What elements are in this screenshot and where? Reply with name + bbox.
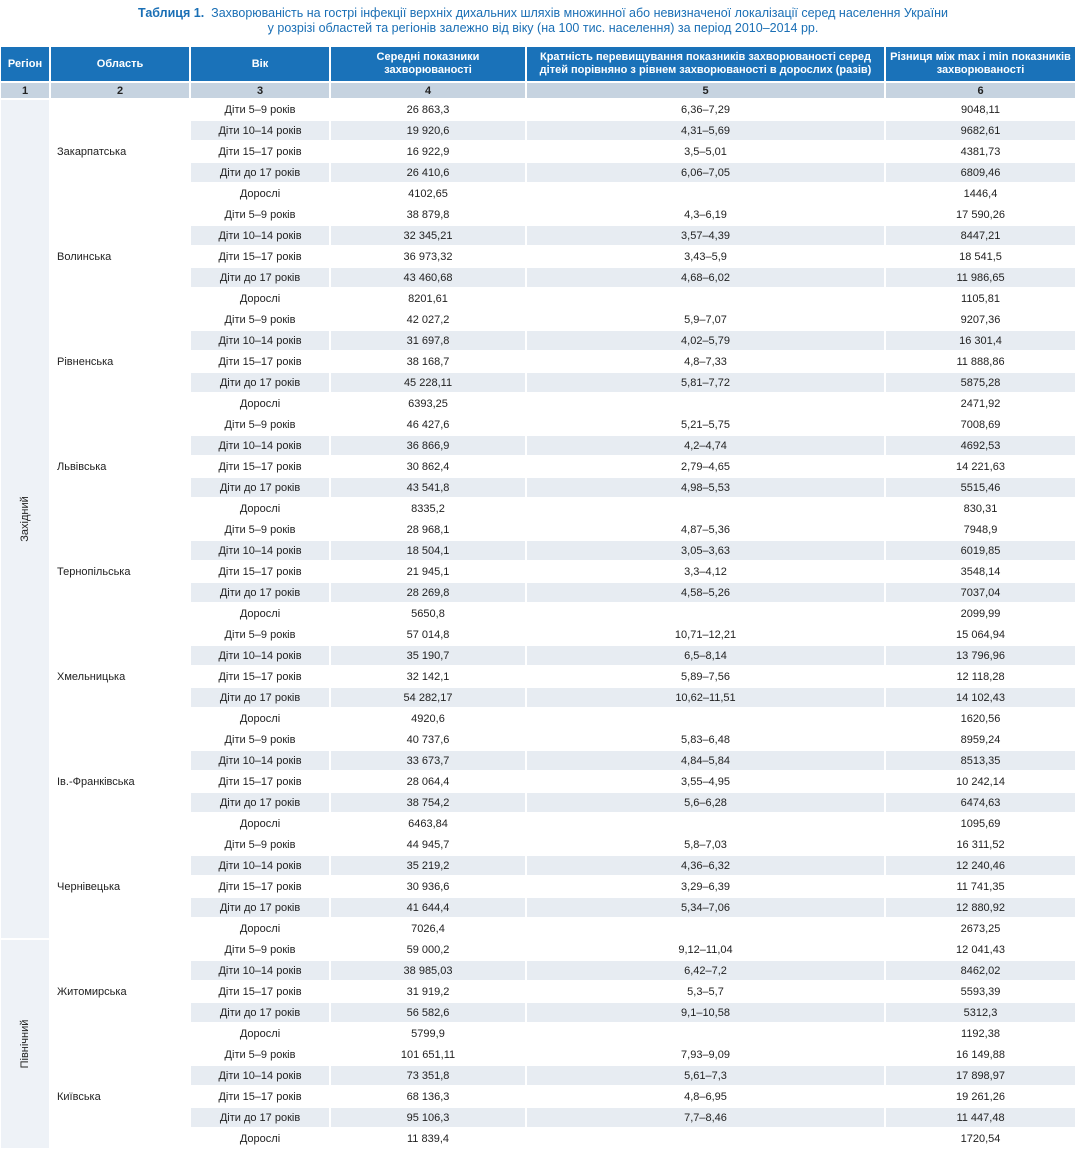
age-group-cell: Діти 10–14 років (191, 1066, 329, 1085)
table-row (1, 1045, 1075, 1064)
header-age: Вік (191, 47, 329, 81)
max-min-difference-cell: 12 240,46 (886, 856, 1075, 875)
table-row (1, 625, 1075, 644)
age-group-cell: Діти 10–14 років (191, 436, 329, 455)
table-row (1, 310, 1075, 329)
age-group-cell: Дорослі (191, 1024, 329, 1043)
age-group-cell: Діти 15–17 років (191, 142, 329, 161)
ratio-range-cell: 4,84–5,84 (527, 751, 884, 770)
age-group-cell: Дорослі (191, 814, 329, 833)
age-group-cell: Дорослі (191, 709, 329, 728)
max-min-difference-cell: 1105,81 (886, 289, 1075, 308)
ratio-range-cell (527, 919, 884, 938)
average-rate-cell: 32 345,21 (331, 226, 525, 245)
ratio-range-cell: 3,57–4,39 (527, 226, 884, 245)
column-number: 6 (886, 83, 1075, 98)
table-row (1, 835, 1075, 854)
table-row (1, 100, 1075, 119)
age-group-cell: Діти до 17 років (191, 373, 329, 392)
ratio-range-cell: 5,8–7,03 (527, 835, 884, 854)
average-rate-cell: 43 460,68 (331, 268, 525, 287)
oblast-name: Львівська (51, 415, 189, 518)
max-min-difference-cell: 6809,46 (886, 163, 1075, 182)
max-min-difference-cell: 6474,63 (886, 793, 1075, 812)
ratio-range-cell (527, 1129, 884, 1148)
max-min-difference-cell: 1095,69 (886, 814, 1075, 833)
max-min-difference-cell: 17 590,26 (886, 205, 1075, 224)
age-group-cell: Діти 10–14 років (191, 226, 329, 245)
max-min-difference-cell: 5593,39 (886, 982, 1075, 1001)
max-min-difference-cell: 11 986,65 (886, 268, 1075, 287)
ratio-range-cell: 5,9–7,07 (527, 310, 884, 329)
average-rate-cell: 7026,4 (331, 919, 525, 938)
ratio-range-cell: 4,31–5,69 (527, 121, 884, 140)
age-group-cell: Діти 10–14 років (191, 961, 329, 980)
max-min-difference-cell: 11 741,35 (886, 877, 1075, 896)
average-rate-cell: 68 136,3 (331, 1087, 525, 1106)
average-rate-cell: 35 190,7 (331, 646, 525, 665)
ratio-range-cell (527, 184, 884, 203)
average-rate-cell: 19 920,6 (331, 121, 525, 140)
average-rate-cell: 32 142,1 (331, 667, 525, 686)
average-rate-cell: 54 282,17 (331, 688, 525, 707)
ratio-range-cell: 6,36–7,29 (527, 100, 884, 119)
morbidity-table (0, 45, 1077, 1150)
average-rate-cell: 73 351,8 (331, 1066, 525, 1085)
oblast-name: Рівненська (51, 310, 189, 413)
average-rate-cell: 57 014,8 (331, 625, 525, 644)
ratio-range-cell: 6,06–7,05 (527, 163, 884, 182)
age-group-cell: Діти 5–9 років (191, 835, 329, 854)
max-min-difference-cell: 7948,9 (886, 520, 1075, 539)
table-row (1, 520, 1075, 539)
max-min-difference-cell: 5312,3 (886, 1003, 1075, 1022)
region-name: Північний (19, 1019, 31, 1069)
caption-label: Таблиця 1. (138, 6, 205, 20)
max-min-difference-cell: 8447,21 (886, 226, 1075, 245)
ratio-range-cell: 6,42–7,2 (527, 961, 884, 980)
max-min-difference-cell: 4381,73 (886, 142, 1075, 161)
age-group-cell: Діти 5–9 років (191, 940, 329, 959)
age-group-cell: Діти 15–17 років (191, 247, 329, 266)
ratio-range-cell: 4,58–5,26 (527, 583, 884, 602)
header-row (1, 47, 1075, 81)
ratio-range-cell: 5,83–6,48 (527, 730, 884, 749)
age-group-cell: Діти до 17 років (191, 1003, 329, 1022)
max-min-difference-cell: 14 102,43 (886, 688, 1075, 707)
age-group-cell: Дорослі (191, 1129, 329, 1148)
header-difference: Різниця між max і min показників захворюваності (886, 47, 1075, 81)
max-min-difference-cell: 9207,36 (886, 310, 1075, 329)
ratio-range-cell: 2,79–4,65 (527, 457, 884, 476)
age-group-cell: Діти до 17 років (191, 163, 329, 182)
max-min-difference-cell: 2673,25 (886, 919, 1075, 938)
age-group-cell: Діти 5–9 років (191, 100, 329, 119)
ratio-range-cell: 3,5–5,01 (527, 142, 884, 161)
average-rate-cell: 5799,9 (331, 1024, 525, 1043)
max-min-difference-cell: 18 541,5 (886, 247, 1075, 266)
ratio-range-cell: 4,36–6,32 (527, 856, 884, 875)
caption-line-1: Захворюваність на гострі інфекції верхніх дихальних шляхів множинної або невизначеної локалізації серед населення України (211, 6, 948, 20)
average-rate-cell: 40 737,6 (331, 730, 525, 749)
age-group-cell: Діти 15–17 років (191, 877, 329, 896)
max-min-difference-cell: 16 149,88 (886, 1045, 1075, 1064)
age-group-cell: Діти 15–17 років (191, 982, 329, 1001)
average-rate-cell: 35 219,2 (331, 856, 525, 875)
oblast-name: Хмельницька (51, 625, 189, 728)
max-min-difference-cell: 7008,69 (886, 415, 1075, 434)
age-group-cell: Діти 10–14 років (191, 646, 329, 665)
column-number-row (1, 83, 1075, 98)
ratio-range-cell: 5,6–6,28 (527, 793, 884, 812)
age-group-cell: Діти 10–14 років (191, 121, 329, 140)
ratio-range-cell: 3,3–4,12 (527, 562, 884, 581)
average-rate-cell: 36 973,32 (331, 247, 525, 266)
age-group-cell: Діти 5–9 років (191, 415, 329, 434)
age-group-cell: Діти 15–17 років (191, 457, 329, 476)
age-group-cell: Діти 15–17 років (191, 562, 329, 581)
average-rate-cell: 4102,65 (331, 184, 525, 203)
max-min-difference-cell: 5875,28 (886, 373, 1075, 392)
ratio-range-cell: 4,8–7,33 (527, 352, 884, 371)
average-rate-cell: 31 697,8 (331, 331, 525, 350)
max-min-difference-cell: 10 242,14 (886, 772, 1075, 791)
age-group-cell: Діти до 17 років (191, 793, 329, 812)
header-average: Середні показники захворюваності (331, 47, 525, 81)
ratio-range-cell: 5,61–7,3 (527, 1066, 884, 1085)
average-rate-cell: 101 651,11 (331, 1045, 525, 1064)
oblast-name: Київська (51, 1045, 189, 1148)
age-group-cell: Діти 5–9 років (191, 730, 329, 749)
max-min-difference-cell: 1720,54 (886, 1129, 1075, 1148)
average-rate-cell: 6463,84 (331, 814, 525, 833)
ratio-range-cell: 4,2–4,74 (527, 436, 884, 455)
ratio-range-cell: 10,71–12,21 (527, 625, 884, 644)
average-rate-cell: 38 168,7 (331, 352, 525, 371)
table-row (1, 205, 1075, 224)
ratio-range-cell (527, 604, 884, 623)
average-rate-cell: 46 427,6 (331, 415, 525, 434)
oblast-name: Житомирська (51, 940, 189, 1043)
age-group-cell: Діти 5–9 років (191, 310, 329, 329)
average-rate-cell: 28 064,4 (331, 772, 525, 791)
max-min-difference-cell: 8513,35 (886, 751, 1075, 770)
header-region: Регіон (1, 47, 49, 81)
average-rate-cell: 16 922,9 (331, 142, 525, 161)
age-group-cell: Дорослі (191, 184, 329, 203)
average-rate-cell: 6393,25 (331, 394, 525, 413)
ratio-range-cell: 10,62–11,51 (527, 688, 884, 707)
average-rate-cell: 8201,61 (331, 289, 525, 308)
age-group-cell: Діти 10–14 років (191, 856, 329, 875)
max-min-difference-cell: 1192,38 (886, 1024, 1075, 1043)
max-min-difference-cell: 11 447,48 (886, 1108, 1075, 1127)
average-rate-cell: 44 945,7 (331, 835, 525, 854)
average-rate-cell: 38 879,8 (331, 205, 525, 224)
age-group-cell: Діти до 17 років (191, 268, 329, 287)
max-min-difference-cell: 6019,85 (886, 541, 1075, 560)
max-min-difference-cell: 16 301,4 (886, 331, 1075, 350)
ratio-range-cell: 5,21–5,75 (527, 415, 884, 434)
max-min-difference-cell: 16 311,52 (886, 835, 1075, 854)
age-group-cell: Діти 15–17 років (191, 1087, 329, 1106)
max-min-difference-cell: 17 898,97 (886, 1066, 1075, 1085)
ratio-range-cell: 5,89–7,56 (527, 667, 884, 686)
age-group-cell: Діти до 17 років (191, 583, 329, 602)
ratio-range-cell: 4,8–6,95 (527, 1087, 884, 1106)
age-group-cell: Дорослі (191, 394, 329, 413)
max-min-difference-cell: 12 118,28 (886, 667, 1075, 686)
age-group-cell: Діти до 17 років (191, 688, 329, 707)
ratio-range-cell: 9,12–11,04 (527, 940, 884, 959)
age-group-cell: Діти 5–9 років (191, 625, 329, 644)
ratio-range-cell: 3,29–6,39 (527, 877, 884, 896)
table-row (1, 415, 1075, 434)
column-number: 5 (527, 83, 884, 98)
column-number: 1 (1, 83, 49, 98)
average-rate-cell: 42 027,2 (331, 310, 525, 329)
region-cell (1, 100, 49, 938)
max-min-difference-cell: 3548,14 (886, 562, 1075, 581)
ratio-range-cell: 4,98–5,53 (527, 478, 884, 497)
age-group-cell: Діти 10–14 років (191, 751, 329, 770)
ratio-range-cell: 4,68–6,02 (527, 268, 884, 287)
region-cell (1, 940, 49, 1148)
ratio-range-cell: 3,43–5,9 (527, 247, 884, 266)
ratio-range-cell: 4,87–5,36 (527, 520, 884, 539)
ratio-range-cell: 3,05–3,63 (527, 541, 884, 560)
max-min-difference-cell: 2471,92 (886, 394, 1075, 413)
average-rate-cell: 30 936,6 (331, 877, 525, 896)
max-min-difference-cell: 13 796,96 (886, 646, 1075, 665)
average-rate-cell: 38 754,2 (331, 793, 525, 812)
average-rate-cell: 56 582,6 (331, 1003, 525, 1022)
max-min-difference-cell: 830,31 (886, 499, 1075, 518)
age-group-cell: Дорослі (191, 919, 329, 938)
average-rate-cell: 18 504,1 (331, 541, 525, 560)
ratio-range-cell: 9,1–10,58 (527, 1003, 884, 1022)
oblast-name: Закарпатська (51, 100, 189, 203)
average-rate-cell: 28 269,8 (331, 583, 525, 602)
average-rate-cell: 26 410,6 (331, 163, 525, 182)
max-min-difference-cell: 1620,56 (886, 709, 1075, 728)
age-group-cell: Дорослі (191, 499, 329, 518)
average-rate-cell: 59 000,2 (331, 940, 525, 959)
average-rate-cell: 26 863,3 (331, 100, 525, 119)
age-group-cell: Діти 10–14 років (191, 541, 329, 560)
ratio-range-cell (527, 1024, 884, 1043)
average-rate-cell: 11 839,4 (331, 1129, 525, 1148)
max-min-difference-cell: 12 880,92 (886, 898, 1075, 917)
caption-line-2: у розрізі областей та регіонів залежно від віку (на 100 тис. населення) за період 2010–2014 рр. (267, 21, 819, 35)
ratio-range-cell: 4,3–6,19 (527, 205, 884, 224)
average-rate-cell: 41 644,4 (331, 898, 525, 917)
table-caption (0, 0, 1086, 34)
ratio-range-cell (527, 499, 884, 518)
max-min-difference-cell: 8959,24 (886, 730, 1075, 749)
table-row (1, 730, 1075, 749)
ratio-range-cell: 7,93–9,09 (527, 1045, 884, 1064)
age-group-cell: Діти 15–17 років (191, 667, 329, 686)
ratio-range-cell (527, 289, 884, 308)
max-min-difference-cell: 1446,4 (886, 184, 1075, 203)
oblast-name: Тернопільська (51, 520, 189, 623)
region-name: Західний (19, 496, 31, 542)
age-group-cell: Діти до 17 років (191, 478, 329, 497)
average-rate-cell: 43 541,8 (331, 478, 525, 497)
age-group-cell: Діти 10–14 років (191, 331, 329, 350)
average-rate-cell: 4920,6 (331, 709, 525, 728)
ratio-range-cell: 3,55–4,95 (527, 772, 884, 791)
average-rate-cell: 8335,2 (331, 499, 525, 518)
average-rate-cell: 33 673,7 (331, 751, 525, 770)
max-min-difference-cell: 9048,11 (886, 100, 1075, 119)
header-oblast: Область (51, 47, 189, 81)
average-rate-cell: 28 968,1 (331, 520, 525, 539)
column-number: 4 (331, 83, 525, 98)
age-group-cell: Діти 5–9 років (191, 520, 329, 539)
max-min-difference-cell: 14 221,63 (886, 457, 1075, 476)
age-group-cell: Діти 5–9 років (191, 1045, 329, 1064)
column-number: 2 (51, 83, 189, 98)
max-min-difference-cell: 4692,53 (886, 436, 1075, 455)
average-rate-cell: 45 228,11 (331, 373, 525, 392)
ratio-range-cell: 5,81–7,72 (527, 373, 884, 392)
average-rate-cell: 30 862,4 (331, 457, 525, 476)
max-min-difference-cell: 8462,02 (886, 961, 1075, 980)
age-group-cell: Діти 5–9 років (191, 205, 329, 224)
max-min-difference-cell: 19 261,26 (886, 1087, 1075, 1106)
max-min-difference-cell: 12 041,43 (886, 940, 1075, 959)
max-min-difference-cell: 5515,46 (886, 478, 1075, 497)
header-ratio: Кратність перевищування показників захворюваності серед дітей порівняно з рівнем захворюваності в дорослих (разів) (527, 47, 884, 81)
age-group-cell: Діти 15–17 років (191, 352, 329, 371)
age-group-cell: Діти до 17 років (191, 1108, 329, 1127)
max-min-difference-cell: 15 064,94 (886, 625, 1075, 644)
max-min-difference-cell: 11 888,86 (886, 352, 1075, 371)
oblast-name: Ів.-Франківська (51, 730, 189, 833)
ratio-range-cell: 4,02–5,79 (527, 331, 884, 350)
max-min-difference-cell: 9682,61 (886, 121, 1075, 140)
table-row (1, 940, 1075, 959)
oblast-name: Волинська (51, 205, 189, 308)
age-group-cell: Діти до 17 років (191, 898, 329, 917)
average-rate-cell: 36 866,9 (331, 436, 525, 455)
ratio-range-cell: 5,3–5,7 (527, 982, 884, 1001)
oblast-name: Чернівецька (51, 835, 189, 938)
ratio-range-cell: 5,34–7,06 (527, 898, 884, 917)
age-group-cell: Діти 15–17 років (191, 772, 329, 791)
ratio-range-cell (527, 394, 884, 413)
ratio-range-cell: 7,7–8,46 (527, 1108, 884, 1127)
average-rate-cell: 38 985,03 (331, 961, 525, 980)
ratio-range-cell (527, 709, 884, 728)
max-min-difference-cell: 7037,04 (886, 583, 1075, 602)
age-group-cell: Дорослі (191, 289, 329, 308)
ratio-range-cell: 6,5–8,14 (527, 646, 884, 665)
average-rate-cell: 95 106,3 (331, 1108, 525, 1127)
average-rate-cell: 21 945,1 (331, 562, 525, 581)
ratio-range-cell (527, 814, 884, 833)
age-group-cell: Дорослі (191, 604, 329, 623)
max-min-difference-cell: 2099,99 (886, 604, 1075, 623)
column-number: 3 (191, 83, 329, 98)
average-rate-cell: 31 919,2 (331, 982, 525, 1001)
average-rate-cell: 5650,8 (331, 604, 525, 623)
